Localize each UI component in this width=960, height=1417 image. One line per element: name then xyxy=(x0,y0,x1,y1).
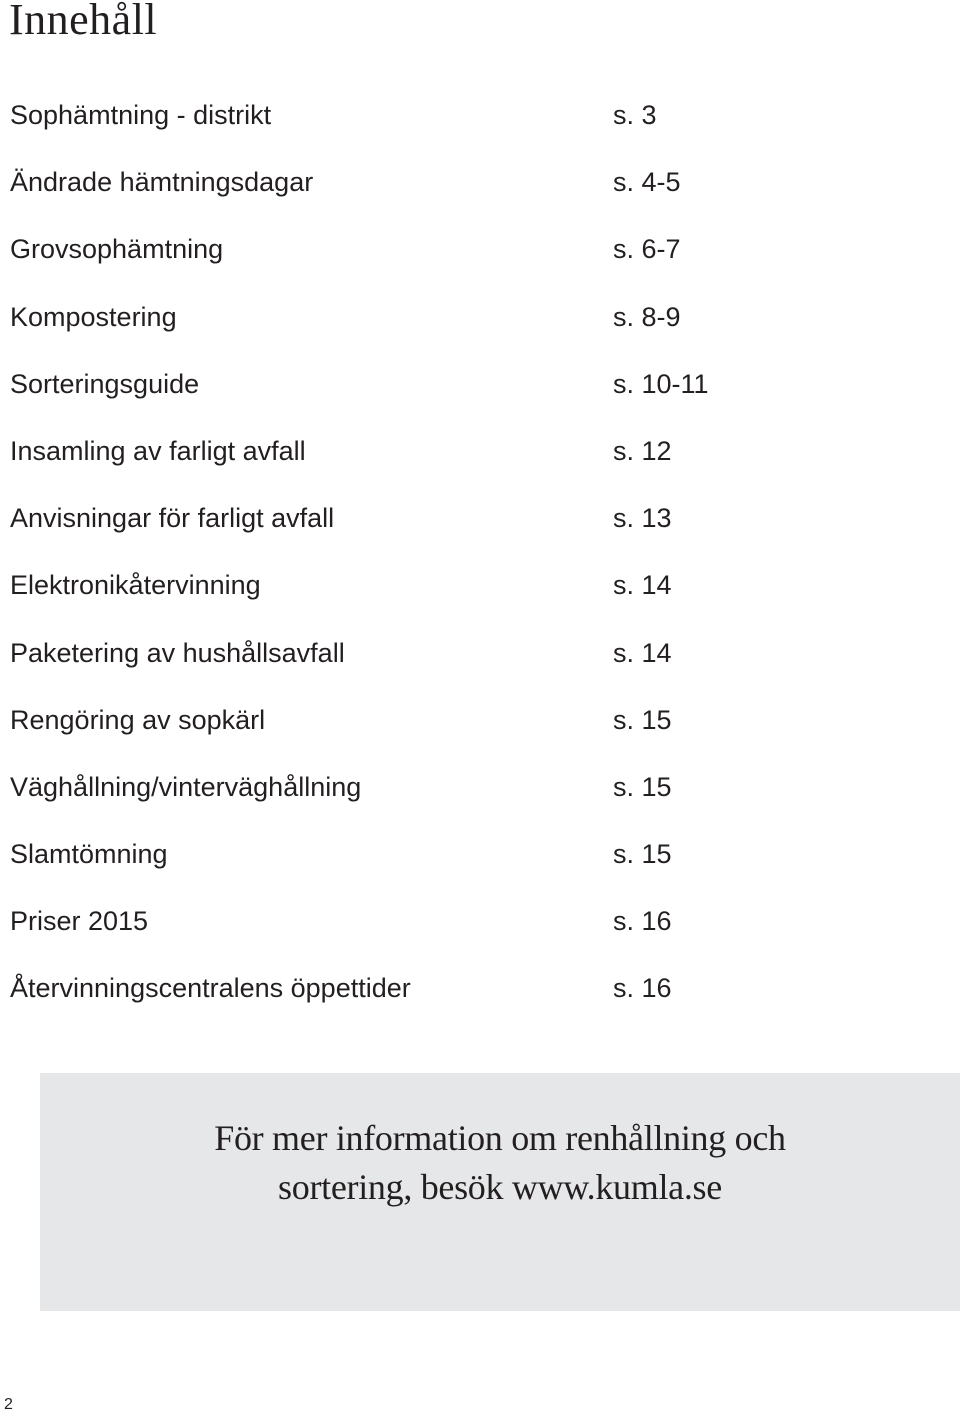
toc-entry-page: s. 15 xyxy=(613,839,672,870)
toc-entry xyxy=(10,697,730,764)
toc-entry xyxy=(10,898,730,965)
toc-entry-title: Anvisningar för farligt avfall xyxy=(10,503,335,534)
toc-entry xyxy=(10,965,730,1032)
toc-entry-title: Kompostering xyxy=(10,301,177,332)
toc-entry xyxy=(10,92,730,159)
toc-entry-page: s. 16 xyxy=(613,906,672,937)
toc-entry-page: s. 16 xyxy=(613,973,672,1004)
page-title: Innehåll xyxy=(9,0,158,44)
toc-entry xyxy=(10,831,730,898)
toc-entry-title: Elektronikåtervinning xyxy=(10,570,261,601)
toc-entry-title: Ändrade hämtningsdagar xyxy=(10,167,314,198)
toc-entry xyxy=(10,428,730,495)
toc-entry-page: s. 14 xyxy=(613,570,672,601)
toc-entry-title: Sophämtning - distrikt xyxy=(10,100,272,130)
toc-entry-page: s. 3 xyxy=(613,100,657,130)
toc-entry-page: s. 13 xyxy=(613,503,672,534)
toc-entry-title: Priser 2015 xyxy=(10,906,149,937)
toc-entry-title: Slamtömning xyxy=(10,839,168,870)
toc-entry-page: s. 12 xyxy=(613,435,672,466)
toc-entry-page: s. 4-5 xyxy=(613,167,681,198)
toc-entry xyxy=(10,495,730,562)
toc-entry-page: s. 8-9 xyxy=(613,301,681,332)
toc-entry-page: s. 14 xyxy=(613,637,672,668)
toc-entry xyxy=(10,562,730,629)
toc-entry-page: s. 10-11 xyxy=(613,368,709,399)
toc-entry-title: Grovsophämtning xyxy=(10,234,224,265)
toc-entry xyxy=(10,361,730,428)
toc-entry-title: Paketering av hushållsavfall xyxy=(10,637,345,668)
toc-entry xyxy=(10,630,730,697)
toc-entry-page: s. 15 xyxy=(613,771,672,802)
toc-entry-title: Rengöring av sopkärl xyxy=(10,704,266,735)
toc-entry-title: Sorteringsguide xyxy=(10,368,200,399)
toc-entry-title: Insamling av farligt avfall xyxy=(10,435,306,466)
toc-entry xyxy=(10,159,730,226)
page-number: 2 xyxy=(4,1396,13,1413)
table-of-contents xyxy=(10,92,730,1033)
toc-entry-title: Väghållning/vinterväghållning xyxy=(10,771,362,802)
toc-entry-page: s. 15 xyxy=(613,704,672,735)
toc-entry xyxy=(10,294,730,361)
toc-entry-page: s. 6-7 xyxy=(613,234,681,265)
info-box xyxy=(40,1073,960,1311)
info-text: För mer information om renhållning och sortering, besök www.kumla.se xyxy=(214,1118,786,1207)
toc-entry xyxy=(10,226,730,293)
toc-entry xyxy=(10,764,730,831)
toc-entry-title: Återvinningscentralens öppettider xyxy=(10,973,411,1004)
